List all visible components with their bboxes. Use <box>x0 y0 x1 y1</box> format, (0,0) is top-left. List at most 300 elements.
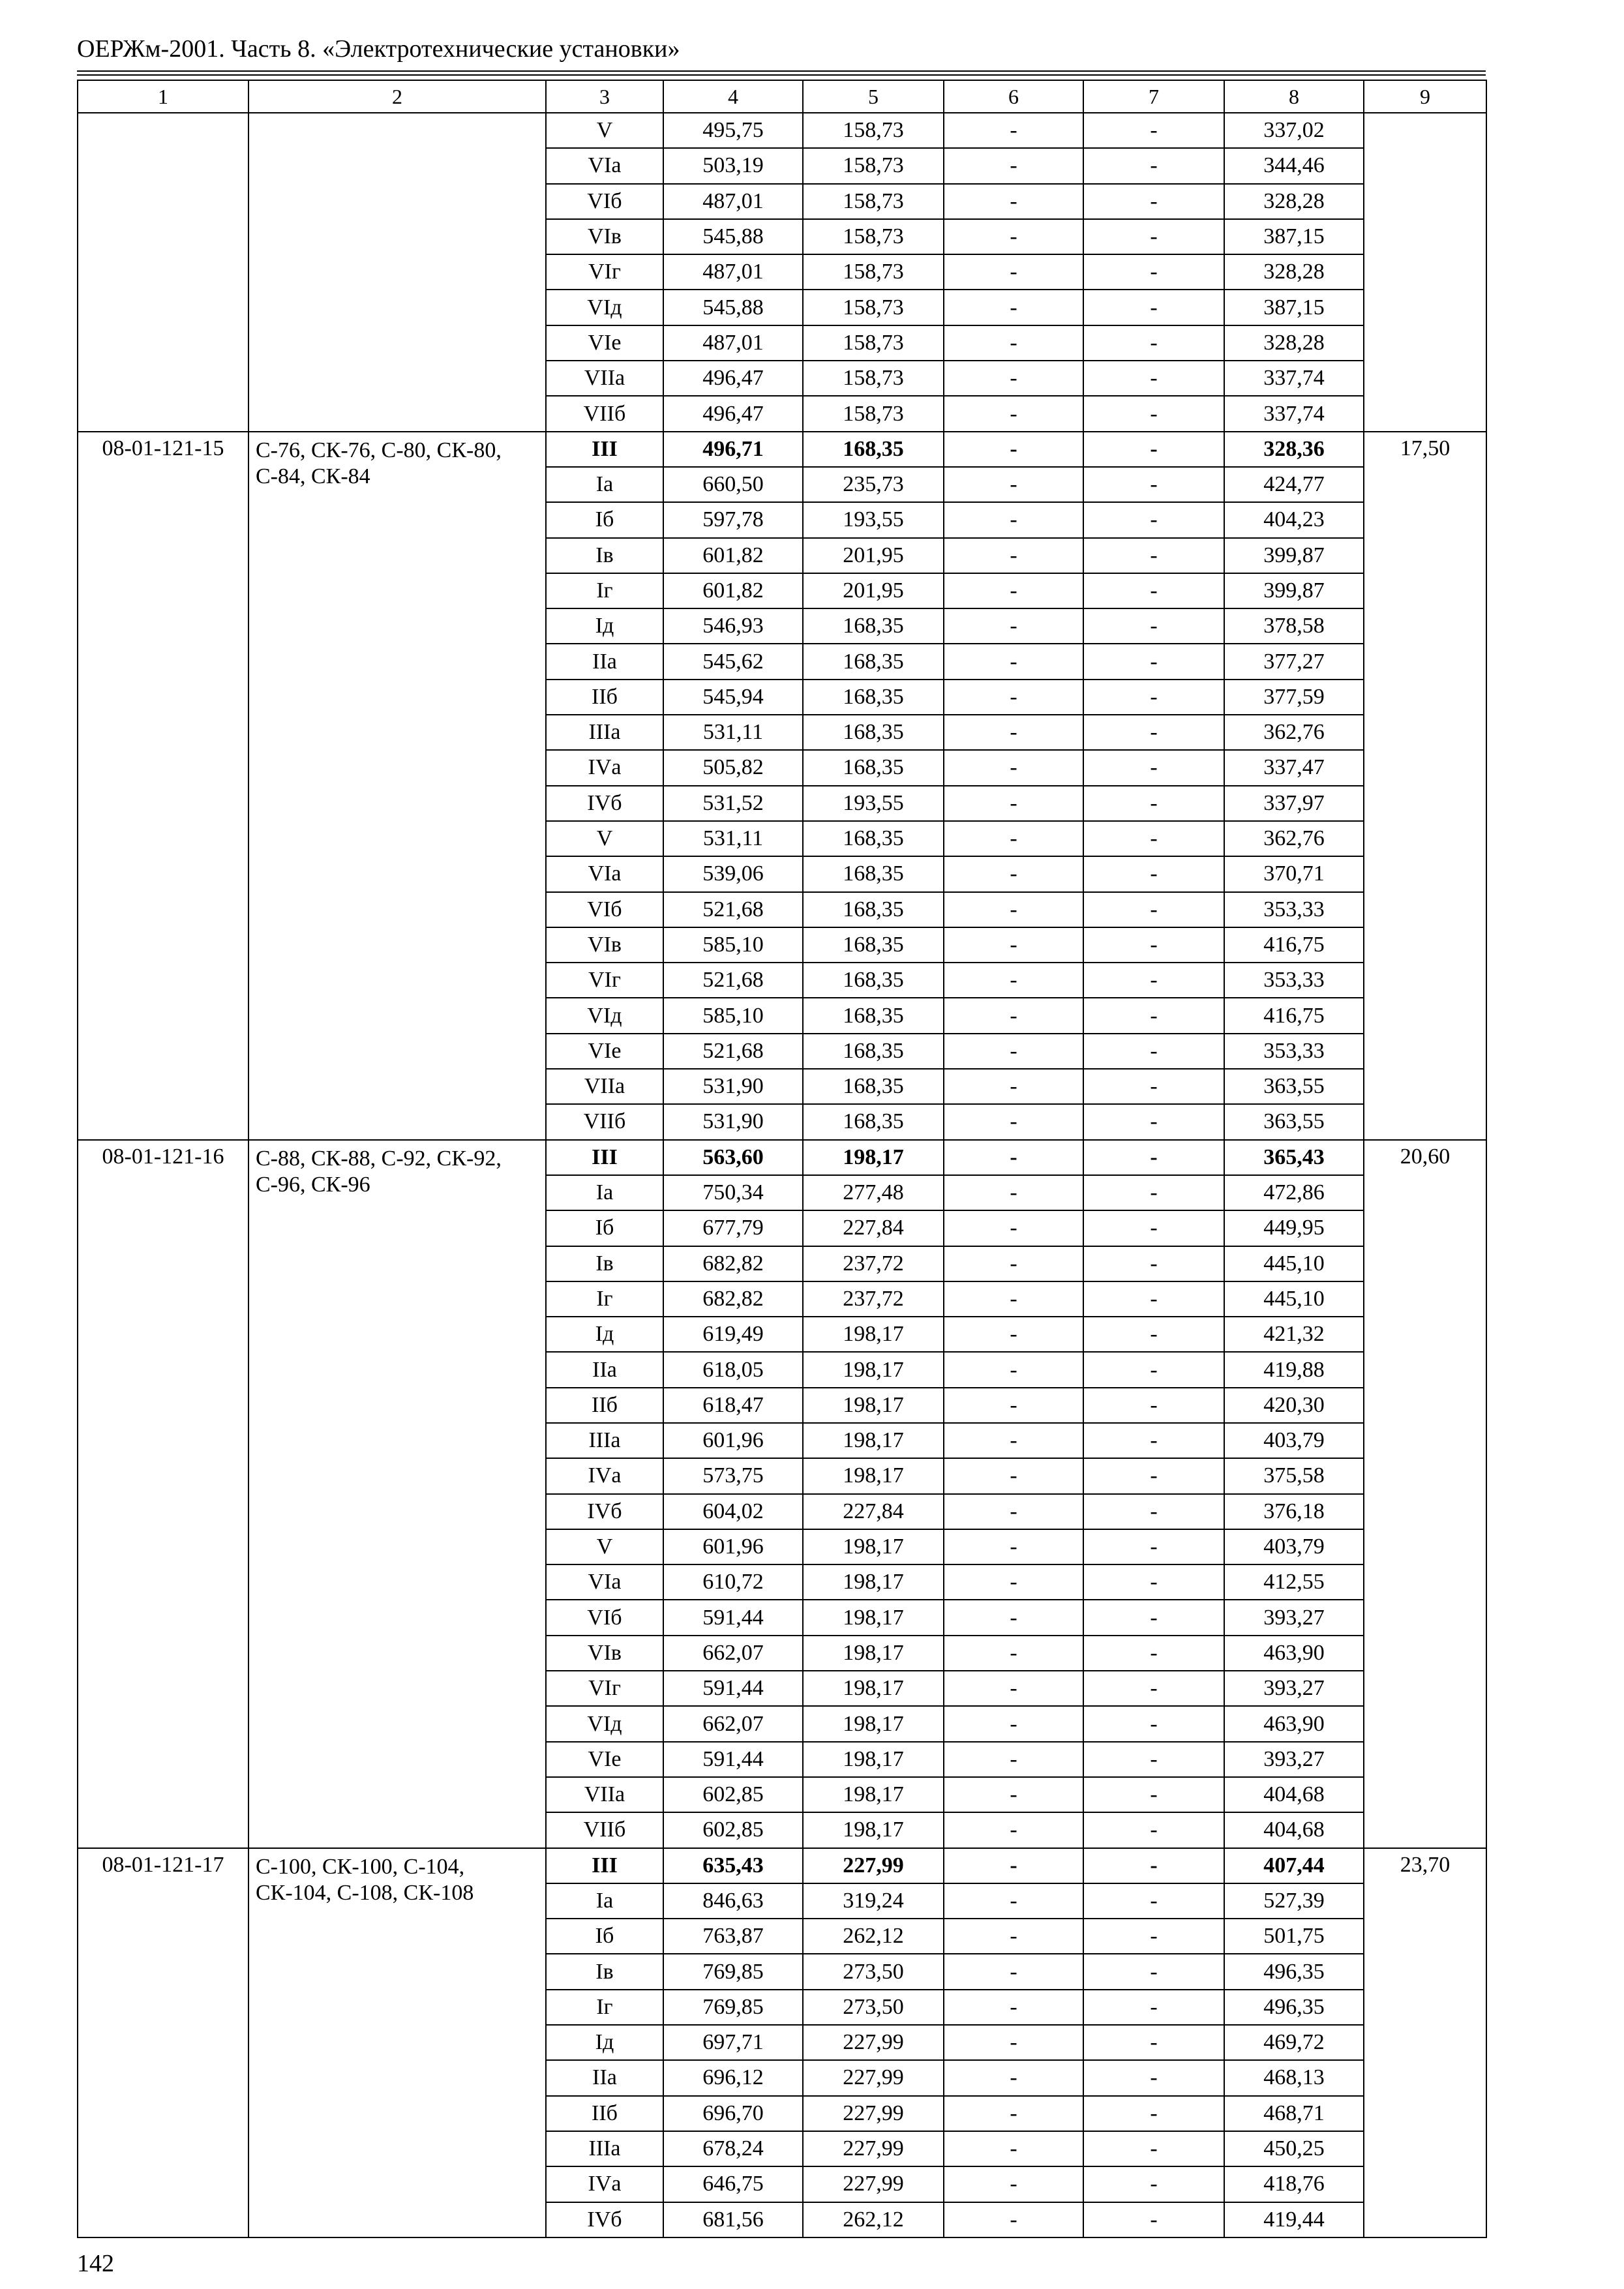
wages-cell: 227,99 <box>803 2096 944 2131</box>
total-cost-cell: 763,87 <box>663 1919 803 1954</box>
zone-cell: IIб <box>546 2096 663 2131</box>
zone-cell: VIIа <box>546 361 663 396</box>
machines-cell: - <box>944 1317 1083 1352</box>
materials-cell: 420,30 <box>1224 1388 1364 1423</box>
total-cost-cell: 531,90 <box>663 1104 803 1139</box>
wages-cell: 158,73 <box>803 219 944 254</box>
materials-cell: 416,75 <box>1224 927 1364 963</box>
total-cost-cell: 531,11 <box>663 715 803 750</box>
zone-cell: Iд <box>546 608 663 644</box>
machines-cell: - <box>944 856 1083 891</box>
total-cost-cell: 505,82 <box>663 750 803 785</box>
machines-cell: - <box>944 1352 1083 1387</box>
zone-cell: VIIа <box>546 1777 663 1812</box>
wages-cell: 168,35 <box>803 1104 944 1139</box>
zone-cell: VIг <box>546 963 663 998</box>
zone-cell: IIIа <box>546 1423 663 1458</box>
total-cost-cell: 602,85 <box>663 1812 803 1848</box>
wages-cell: 198,17 <box>803 1423 944 1458</box>
wages-cell: 198,17 <box>803 1671 944 1706</box>
materials-cell: 353,33 <box>1224 963 1364 998</box>
wages-cell: 198,17 <box>803 1777 944 1812</box>
zone-cell: VIб <box>546 892 663 927</box>
zone-cell: Iа <box>546 1175 663 1210</box>
driver-wages-cell: - <box>1083 680 1224 715</box>
total-cost-cell: 521,68 <box>663 963 803 998</box>
machines-cell: - <box>944 892 1083 927</box>
driver-wages-cell: - <box>1083 927 1224 963</box>
materials-cell: 399,87 <box>1224 573 1364 608</box>
driver-wages-cell: - <box>1083 502 1224 537</box>
machines-cell: - <box>944 1423 1083 1458</box>
zone-cell: VIб <box>546 184 663 219</box>
wages-cell: 227,99 <box>803 2166 944 2202</box>
machines-cell: - <box>944 1104 1083 1139</box>
zone-cell: III <box>546 432 663 467</box>
materials-cell: 416,75 <box>1224 998 1364 1033</box>
driver-wages-cell: - <box>1083 1919 1224 1954</box>
driver-wages-cell: - <box>1083 538 1224 573</box>
materials-cell: 445,10 <box>1224 1246 1364 1281</box>
driver-wages-cell: - <box>1083 1458 1224 1493</box>
column-header-6: 6 <box>944 80 1083 113</box>
name-cell: С-76, СК-76, С-80, СК-80, С-84, СК-84 <box>248 432 546 1140</box>
total-cost-cell: 585,10 <box>663 998 803 1033</box>
wages-cell: 168,35 <box>803 927 944 963</box>
zone-cell: VIд <box>546 290 663 325</box>
driver-wages-cell: - <box>1083 113 1224 148</box>
total-cost-cell: 682,82 <box>663 1246 803 1281</box>
zone-cell: Iб <box>546 1919 663 1954</box>
wages-cell: 198,17 <box>803 1352 944 1387</box>
wages-cell: 319,24 <box>803 1883 944 1919</box>
machines-cell: - <box>944 1069 1083 1104</box>
machines-cell: - <box>944 608 1083 644</box>
machines-cell: - <box>944 1175 1083 1210</box>
driver-wages-cell: - <box>1083 786 1224 821</box>
driver-wages-cell: - <box>1083 254 1224 290</box>
zone-cell: VIе <box>546 1742 663 1777</box>
wages-cell: 168,35 <box>803 1034 944 1069</box>
machines-cell: - <box>944 1883 1083 1919</box>
driver-wages-cell: - <box>1083 1423 1224 1458</box>
driver-wages-cell: - <box>1083 184 1224 219</box>
column-header-8: 8 <box>1224 80 1364 113</box>
machines-cell: - <box>944 290 1083 325</box>
driver-wages-cell: - <box>1083 1990 1224 2025</box>
machines-cell: - <box>944 1210 1083 1246</box>
zone-cell: VIа <box>546 148 663 183</box>
machines-cell: - <box>944 2166 1083 2202</box>
column-header-1: 1 <box>78 80 248 113</box>
driver-wages-cell: - <box>1083 1494 1224 1529</box>
zone-cell: Iд <box>546 2025 663 2060</box>
zone-cell: Iб <box>546 502 663 537</box>
table-row <box>78 113 1486 148</box>
zone-cell: IVб <box>546 1494 663 1529</box>
zone-cell: VIIа <box>546 1069 663 1104</box>
machines-cell: - <box>944 113 1083 148</box>
driver-wages-cell: - <box>1083 750 1224 785</box>
materials-cell: 463,90 <box>1224 1706 1364 1741</box>
driver-wages-cell: - <box>1083 1883 1224 1919</box>
total-cost-cell: 602,85 <box>663 1777 803 1812</box>
machines-cell: - <box>944 1848 1083 1883</box>
total-cost-cell: 563,60 <box>663 1140 803 1175</box>
wages-cell: 237,72 <box>803 1281 944 1317</box>
materials-cell: 344,46 <box>1224 148 1364 183</box>
total-cost-cell: 678,24 <box>663 2131 803 2166</box>
wages-cell: 168,35 <box>803 892 944 927</box>
driver-wages-cell: - <box>1083 148 1224 183</box>
materials-cell: 449,95 <box>1224 1210 1364 1246</box>
machines-cell: - <box>944 432 1083 467</box>
total-cost-cell: 545,94 <box>663 680 803 715</box>
machines-cell: - <box>944 1990 1083 2025</box>
materials-cell: 418,76 <box>1224 2166 1364 2202</box>
materials-cell: 365,43 <box>1224 1140 1364 1175</box>
wages-cell: 158,73 <box>803 290 944 325</box>
wages-cell: 168,35 <box>803 856 944 891</box>
materials-cell: 328,36 <box>1224 432 1364 467</box>
wages-cell: 198,17 <box>803 1458 944 1493</box>
driver-wages-cell: - <box>1083 856 1224 891</box>
total-cost-cell: 545,62 <box>663 644 803 679</box>
zone-cell: V <box>546 1529 663 1564</box>
materials-cell: 468,13 <box>1224 2060 1364 2095</box>
wages-cell: 168,35 <box>803 432 944 467</box>
zone-cell: Iв <box>546 1246 663 1281</box>
zone-cell: VIе <box>546 1034 663 1069</box>
driver-wages-cell: - <box>1083 1210 1224 1246</box>
wages-cell: 158,73 <box>803 184 944 219</box>
driver-wages-cell: - <box>1083 1034 1224 1069</box>
total-cost-cell: 635,43 <box>663 1848 803 1883</box>
total-cost-cell: 610,72 <box>663 1564 803 1600</box>
wages-cell: 198,17 <box>803 1140 944 1175</box>
machines-cell: - <box>944 361 1083 396</box>
total-cost-cell: 601,82 <box>663 573 803 608</box>
total-cost-cell: 697,71 <box>663 2025 803 2060</box>
wages-cell: 201,95 <box>803 573 944 608</box>
zone-cell: IIа <box>546 2060 663 2095</box>
driver-wages-cell: - <box>1083 2166 1224 2202</box>
driver-wages-cell: - <box>1083 821 1224 856</box>
total-cost-cell: 769,85 <box>663 1990 803 2025</box>
total-cost-cell: 601,96 <box>663 1529 803 1564</box>
machines-cell: - <box>944 502 1083 537</box>
total-cost-cell: 769,85 <box>663 1954 803 1989</box>
materials-cell: 377,59 <box>1224 680 1364 715</box>
wages-cell: 198,17 <box>803 1812 944 1848</box>
machines-cell: - <box>944 1246 1083 1281</box>
machines-cell: - <box>944 467 1083 502</box>
total-cost-cell: 604,02 <box>663 1494 803 1529</box>
labor-cost-cell: 23,70 <box>1364 1848 1486 2237</box>
driver-wages-cell: - <box>1083 715 1224 750</box>
zone-cell: Iб <box>546 1210 663 1246</box>
zone-cell: IIа <box>546 644 663 679</box>
driver-wages-cell: - <box>1083 1104 1224 1139</box>
total-cost-cell: 573,75 <box>663 1458 803 1493</box>
driver-wages-cell: - <box>1083 2096 1224 2131</box>
zone-cell: VIг <box>546 254 663 290</box>
column-header-9: 9 <box>1364 80 1486 113</box>
total-cost-cell: 677,79 <box>663 1210 803 1246</box>
machines-cell: - <box>944 1034 1083 1069</box>
materials-cell: 328,28 <box>1224 325 1364 361</box>
materials-cell: 328,28 <box>1224 254 1364 290</box>
zone-cell: VIб <box>546 1600 663 1635</box>
materials-cell: 496,35 <box>1224 1990 1364 2025</box>
materials-cell: 378,58 <box>1224 608 1364 644</box>
driver-wages-cell: - <box>1083 1564 1224 1600</box>
driver-wages-cell: - <box>1083 608 1224 644</box>
zone-cell: VIа <box>546 1564 663 1600</box>
machines-cell: - <box>944 2131 1083 2166</box>
total-cost-cell: 531,90 <box>663 1069 803 1104</box>
driver-wages-cell: - <box>1083 1281 1224 1317</box>
wages-cell: 158,73 <box>803 254 944 290</box>
total-cost-cell: 545,88 <box>663 290 803 325</box>
total-cost-cell: 545,88 <box>663 219 803 254</box>
wages-cell: 262,12 <box>803 1919 944 1954</box>
total-cost-cell: 662,07 <box>663 1706 803 1741</box>
wages-cell: 198,17 <box>803 1742 944 1777</box>
materials-cell: 337,74 <box>1224 396 1364 431</box>
zone-cell: IVа <box>546 750 663 785</box>
machines-cell: - <box>944 325 1083 361</box>
machines-cell: - <box>944 219 1083 254</box>
driver-wages-cell: - <box>1083 2202 1224 2237</box>
zone-cell: IIа <box>546 1352 663 1387</box>
total-cost-cell: 696,12 <box>663 2060 803 2095</box>
machines-cell: - <box>944 1954 1083 1989</box>
total-cost-cell: 601,96 <box>663 1423 803 1458</box>
wages-cell: 237,72 <box>803 1246 944 1281</box>
wages-cell: 158,73 <box>803 396 944 431</box>
machines-cell: - <box>944 148 1083 183</box>
wages-cell: 227,84 <box>803 1494 944 1529</box>
materials-cell: 424,77 <box>1224 467 1364 502</box>
total-cost-cell: 487,01 <box>663 184 803 219</box>
column-header-4: 4 <box>663 80 803 113</box>
table-row <box>78 1140 1486 1175</box>
materials-cell: 387,15 <box>1224 219 1364 254</box>
materials-cell: 393,27 <box>1224 1671 1364 1706</box>
materials-cell: 393,27 <box>1224 1742 1364 1777</box>
driver-wages-cell: - <box>1083 1636 1224 1671</box>
materials-cell: 363,55 <box>1224 1104 1364 1139</box>
wages-cell: 198,17 <box>803 1529 944 1564</box>
materials-cell: 393,27 <box>1224 1600 1364 1635</box>
labor-cost-cell <box>1364 113 1486 432</box>
machines-cell: - <box>944 573 1083 608</box>
wages-cell: 235,73 <box>803 467 944 502</box>
materials-cell: 404,23 <box>1224 502 1364 537</box>
wages-cell: 168,35 <box>803 715 944 750</box>
machines-cell: - <box>944 1671 1083 1706</box>
total-cost-cell: 487,01 <box>663 254 803 290</box>
total-cost-cell: 591,44 <box>663 1742 803 1777</box>
wages-cell: 227,99 <box>803 2131 944 2166</box>
table-row <box>78 432 1486 467</box>
wages-cell: 193,55 <box>803 502 944 537</box>
zone-cell: IIб <box>546 1388 663 1423</box>
driver-wages-cell: - <box>1083 2060 1224 2095</box>
wages-cell: 158,73 <box>803 361 944 396</box>
zone-cell: Iг <box>546 573 663 608</box>
driver-wages-cell: - <box>1083 1246 1224 1281</box>
wages-cell: 158,73 <box>803 148 944 183</box>
name-cell: С-88, СК-88, С-92, СК-92, С-96, СК-96 <box>248 1140 546 1848</box>
materials-cell: 403,79 <box>1224 1423 1364 1458</box>
driver-wages-cell: - <box>1083 963 1224 998</box>
zone-cell: IVа <box>546 1458 663 1493</box>
labor-cost-cell: 17,50 <box>1364 432 1486 1140</box>
total-cost-cell: 521,68 <box>663 1034 803 1069</box>
zone-cell: VIIб <box>546 1104 663 1139</box>
materials-cell: 362,76 <box>1224 715 1364 750</box>
driver-wages-cell: - <box>1083 1140 1224 1175</box>
machines-cell: - <box>944 715 1083 750</box>
machines-cell: - <box>944 1919 1083 1954</box>
labor-cost-cell: 20,60 <box>1364 1140 1486 1848</box>
wages-cell: 227,99 <box>803 2060 944 2095</box>
table-row <box>78 1848 1486 1883</box>
machines-cell: - <box>944 1742 1083 1777</box>
wages-cell: 168,35 <box>803 680 944 715</box>
total-cost-cell: 495,75 <box>663 113 803 148</box>
machines-cell: - <box>944 2202 1083 2237</box>
code-cell: 08-01-121-15 <box>78 432 248 1140</box>
zone-cell: IIб <box>546 680 663 715</box>
wages-cell: 273,50 <box>803 1990 944 2025</box>
machines-cell: - <box>944 786 1083 821</box>
machines-cell: - <box>944 2060 1083 2095</box>
driver-wages-cell: - <box>1083 1812 1224 1848</box>
column-header-7: 7 <box>1083 80 1224 113</box>
materials-cell: 328,28 <box>1224 184 1364 219</box>
wages-cell: 168,35 <box>803 644 944 679</box>
wages-cell: 277,48 <box>803 1175 944 1210</box>
materials-cell: 450,25 <box>1224 2131 1364 2166</box>
wages-cell: 198,17 <box>803 1706 944 1741</box>
wages-cell: 168,35 <box>803 1069 944 1104</box>
materials-cell: 399,87 <box>1224 538 1364 573</box>
wages-cell: 193,55 <box>803 786 944 821</box>
zone-cell: VIг <box>546 1671 663 1706</box>
driver-wages-cell: - <box>1083 1529 1224 1564</box>
zone-cell: VIе <box>546 325 663 361</box>
zone-cell: V <box>546 821 663 856</box>
total-cost-cell: 646,75 <box>663 2166 803 2202</box>
driver-wages-cell: - <box>1083 361 1224 396</box>
materials-cell: 468,71 <box>1224 2096 1364 2131</box>
driver-wages-cell: - <box>1083 325 1224 361</box>
driver-wages-cell: - <box>1083 1742 1224 1777</box>
driver-wages-cell: - <box>1083 1175 1224 1210</box>
materials-cell: 403,79 <box>1224 1529 1364 1564</box>
zone-cell: III <box>546 1848 663 1883</box>
total-cost-cell: 531,11 <box>663 821 803 856</box>
wages-cell: 262,12 <box>803 2202 944 2237</box>
total-cost-cell: 597,78 <box>663 502 803 537</box>
machines-cell: - <box>944 538 1083 573</box>
driver-wages-cell: - <box>1083 2025 1224 2060</box>
total-cost-cell: 521,68 <box>663 892 803 927</box>
materials-cell: 362,76 <box>1224 821 1364 856</box>
column-header-2: 2 <box>248 80 546 113</box>
driver-wages-cell: - <box>1083 1954 1224 1989</box>
machines-cell: - <box>944 396 1083 431</box>
total-cost-cell: 591,44 <box>663 1600 803 1635</box>
materials-cell: 387,15 <box>1224 290 1364 325</box>
total-cost-cell: 619,49 <box>663 1317 803 1352</box>
total-cost-cell: 496,71 <box>663 432 803 467</box>
wages-cell: 198,17 <box>803 1564 944 1600</box>
wages-cell: 168,35 <box>803 608 944 644</box>
machines-cell: - <box>944 2096 1083 2131</box>
wages-cell: 227,84 <box>803 1210 944 1246</box>
total-cost-cell: 682,82 <box>663 1281 803 1317</box>
materials-cell: 527,39 <box>1224 1883 1364 1919</box>
code-cell <box>78 113 248 432</box>
total-cost-cell: 696,70 <box>663 2096 803 2131</box>
machines-cell: - <box>944 254 1083 290</box>
wages-cell: 201,95 <box>803 538 944 573</box>
zone-cell: IVб <box>546 2202 663 2237</box>
machines-cell: - <box>944 644 1083 679</box>
column-number-row <box>78 80 1486 113</box>
materials-cell: 370,71 <box>1224 856 1364 891</box>
header-rule-bottom <box>77 74 1486 76</box>
materials-cell: 412,55 <box>1224 1564 1364 1600</box>
materials-cell: 404,68 <box>1224 1812 1364 1848</box>
wages-cell: 198,17 <box>803 1600 944 1635</box>
total-cost-cell: 539,06 <box>663 856 803 891</box>
materials-cell: 337,47 <box>1224 750 1364 785</box>
machines-cell: - <box>944 1494 1083 1529</box>
total-cost-cell: 503,19 <box>663 148 803 183</box>
wages-cell: 227,99 <box>803 2025 944 2060</box>
wages-cell: 198,17 <box>803 1636 944 1671</box>
machines-cell: - <box>944 1388 1083 1423</box>
machines-cell: - <box>944 2025 1083 2060</box>
total-cost-cell: 681,56 <box>663 2202 803 2237</box>
driver-wages-cell: - <box>1083 998 1224 1033</box>
driver-wages-cell: - <box>1083 1352 1224 1387</box>
total-cost-cell: 618,47 <box>663 1388 803 1423</box>
materials-cell: 353,33 <box>1224 1034 1364 1069</box>
materials-cell: 419,44 <box>1224 2202 1364 2237</box>
total-cost-cell: 618,05 <box>663 1352 803 1387</box>
driver-wages-cell: - <box>1083 573 1224 608</box>
zone-cell: Iв <box>546 1954 663 1989</box>
driver-wages-cell: - <box>1083 1706 1224 1741</box>
zone-cell: VIIб <box>546 1812 663 1848</box>
machines-cell: - <box>944 184 1083 219</box>
wages-cell: 198,17 <box>803 1317 944 1352</box>
zone-cell: IVб <box>546 786 663 821</box>
materials-cell: 376,18 <box>1224 1494 1364 1529</box>
zone-cell: Iв <box>546 538 663 573</box>
driver-wages-cell: - <box>1083 2131 1224 2166</box>
zone-cell: IIIа <box>546 2131 663 2166</box>
price-table <box>77 80 1487 2238</box>
total-cost-cell: 662,07 <box>663 1636 803 1671</box>
machines-cell: - <box>944 680 1083 715</box>
